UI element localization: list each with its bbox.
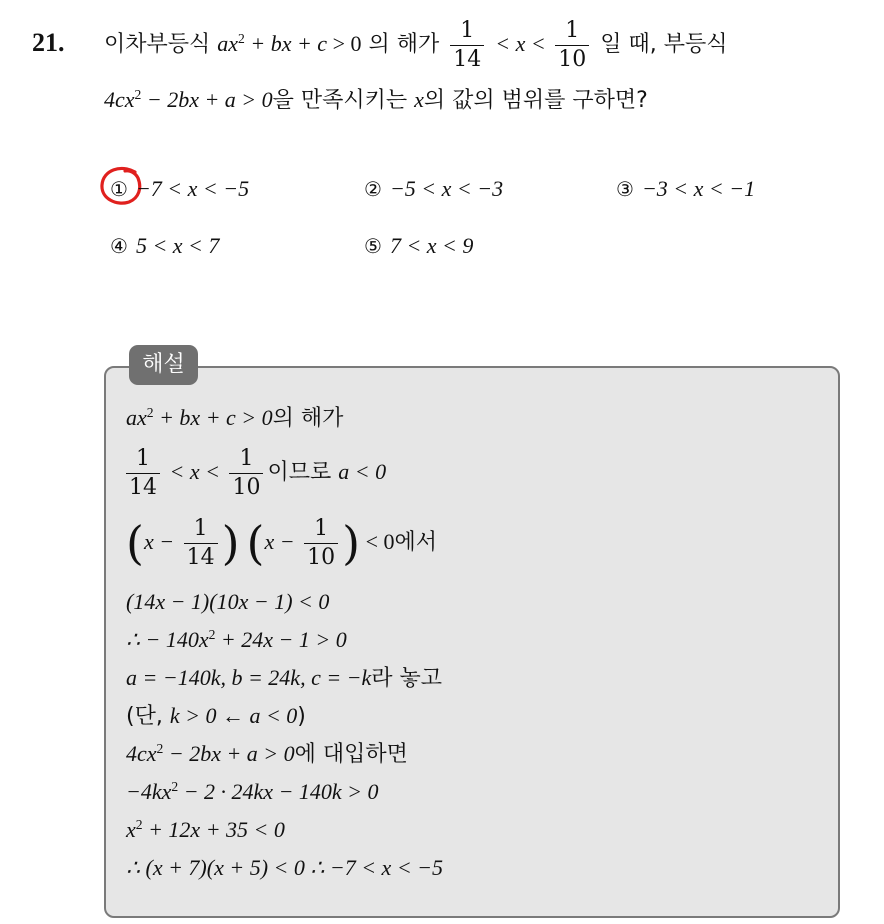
choice-1[interactable]	[110, 173, 249, 205]
choice-text: 7 < x < 9	[389, 233, 474, 258]
choice-number: ②	[364, 177, 382, 201]
choice-2[interactable]	[364, 173, 503, 205]
solution-line-5	[126, 624, 347, 656]
expr: −4kx	[126, 779, 172, 804]
expr: (14x − 1)(10x − 1) < 0	[126, 589, 330, 614]
question-line2-end: 의 값의 범위를 구하면?	[423, 88, 648, 113]
expr: < x <	[164, 459, 226, 484]
text: 에서	[394, 530, 437, 555]
choice-text: −3 < x < −1	[641, 176, 756, 201]
choice-number: ⑤	[364, 234, 382, 258]
solution-line-9	[126, 776, 379, 808]
expr: < 0	[360, 529, 395, 554]
frac-den: 10	[555, 45, 589, 71]
frac-num: 1	[193, 516, 208, 542]
var-x: x	[414, 87, 424, 112]
sup: 2	[208, 626, 216, 642]
choice-5[interactable]	[364, 230, 473, 262]
frac-num: 1	[314, 516, 329, 542]
solution-line-7	[126, 700, 306, 732]
fraction-1-10	[304, 517, 338, 568]
question-line2-tail: 을 만족시키는	[272, 88, 415, 113]
expr: a = −140k, b = 24k, c = −k	[126, 665, 372, 690]
solution-line-10	[126, 814, 285, 846]
choice-text: 5 < x < 7	[135, 233, 220, 258]
expr: + 12x + 35 < 0	[142, 817, 285, 842]
text: )	[297, 704, 306, 729]
frac-den: 10	[229, 473, 263, 499]
ineq2-a: 4cx	[104, 87, 135, 112]
solution-line-8	[126, 738, 408, 770]
fraction-1-14	[450, 19, 484, 70]
solution-lead: 의 해가	[368, 32, 447, 57]
expr: ∴ − 140x	[126, 627, 209, 652]
choice-4[interactable]	[110, 230, 219, 262]
ineq2-sup: 2	[134, 86, 142, 102]
expr: a < 0	[338, 459, 387, 484]
fraction-1-14	[126, 447, 160, 498]
ineq-sup: 2	[238, 30, 245, 46]
frac-num: 1	[136, 446, 150, 472]
choice-number: ③	[616, 177, 634, 201]
frac-den: 14	[450, 45, 484, 71]
ineq-middle: < x <	[495, 31, 552, 56]
solution-line-3: (x − $\frac{1}{14}$ ) (x − $\frac{1}{10}$ ) < 0에서	[126, 516, 437, 570]
expr: 4cx	[126, 741, 157, 766]
expr: − 2bx + a > 0	[163, 741, 295, 766]
ineq-bx: + bx + c	[244, 31, 328, 56]
solution-line-6	[126, 662, 442, 694]
solution-line-1	[126, 402, 343, 434]
frac-den: 14	[184, 543, 218, 569]
expr: ∴ (x + 7)(x + 5) < 0 ∴ −7 < x < −5	[126, 855, 444, 880]
frac-num: 1	[565, 18, 580, 44]
choice-3[interactable]	[616, 173, 755, 205]
frac-num: 1	[239, 446, 254, 472]
question-line-1	[104, 12, 727, 77]
expr: x −	[143, 529, 180, 554]
choice-number: ④	[110, 234, 128, 258]
frac-den: 10	[304, 543, 338, 569]
sup: 2	[171, 778, 179, 794]
frac-den: 14	[126, 473, 160, 499]
sup: 2	[146, 404, 154, 420]
solution-line-11	[126, 852, 443, 884]
question-line-2	[104, 84, 648, 117]
sup: 2	[135, 816, 143, 832]
choice-number: ①	[110, 177, 128, 201]
question-tail: 일 때, 부등식	[600, 32, 728, 57]
frac-num: 1	[460, 18, 475, 44]
solution-line-4	[126, 586, 329, 618]
expr: ax	[126, 405, 147, 430]
solution-line-2	[126, 440, 386, 504]
text: 라 놓고	[371, 666, 443, 691]
text: 이므로	[267, 460, 339, 485]
fraction-1-10	[229, 447, 263, 498]
text: 의 해가	[272, 406, 344, 431]
fraction-1-14	[184, 517, 218, 568]
text: 에 대입하면	[294, 742, 408, 767]
ineq2-b: − 2bx + a > 0	[141, 87, 273, 112]
question-lead: 이차부등식	[104, 32, 218, 57]
sup: 2	[156, 740, 164, 756]
question-number: 21.	[32, 28, 65, 57]
expr: − 2 · 24kx − 140k > 0	[178, 779, 379, 804]
solution-tab: 해설	[129, 345, 198, 385]
expr: k > 0 ← a < 0	[169, 703, 298, 728]
ineq-ax: ax	[217, 31, 239, 56]
text: (단,	[126, 704, 170, 729]
choice-text: −5 < x < −3	[389, 176, 504, 201]
expr: + 24x − 1 > 0	[215, 627, 347, 652]
expr: x	[126, 817, 136, 842]
fraction-1-10	[555, 19, 589, 70]
ineq-gt: > 0	[327, 31, 362, 56]
expr: x −	[264, 529, 301, 554]
expr: + bx + c > 0	[153, 405, 273, 430]
choice-text: −7 < x < −5	[135, 176, 250, 201]
